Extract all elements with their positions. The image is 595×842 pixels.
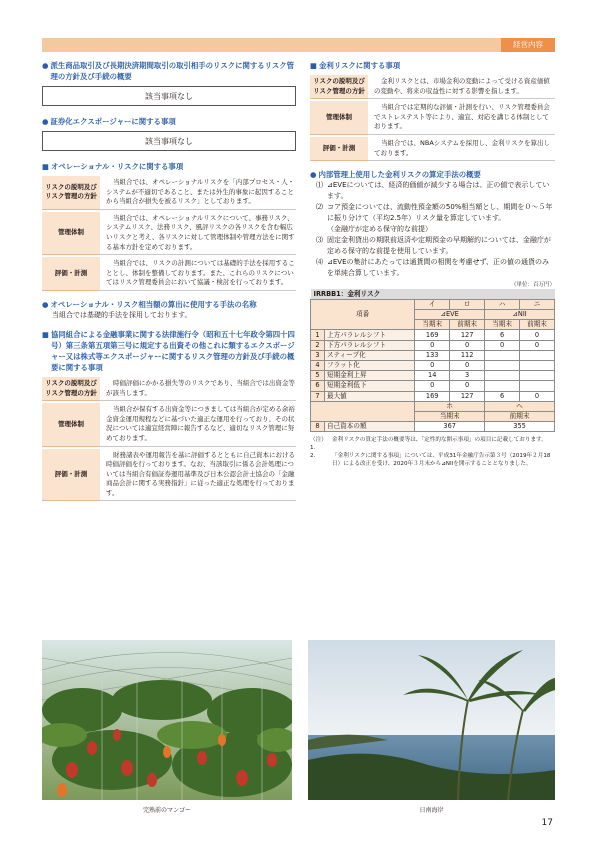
note-item: （注）1. 金利リスクの算定手法の概要等は、「定性的な開示事項」の項目に記載しております。 — [310, 437, 547, 452]
table-title: IRRBB1：金利リスク — [311, 289, 555, 299]
row-no: 1 — [311, 330, 325, 340]
col-header: ニ — [520, 299, 555, 309]
row-label: 管理体制 — [42, 212, 100, 255]
photo-caption: 完熟前のマンゴー — [142, 807, 191, 814]
list-item: ⑵ コア預金については、流動性預金額の50%相当額とし、期間を０～５年に振り分けて（平均2.5年）リスク量を算定しています。 — [316, 203, 553, 223]
value-cell: 0 — [415, 360, 450, 370]
equity-exposure-table — [42, 375, 296, 504]
row-label: 評価・計測 — [42, 257, 100, 291]
value-cell — [520, 381, 555, 391]
photo-caption: 日南海岸 — [419, 807, 444, 814]
value-cell: 112 — [450, 350, 485, 360]
square-bullet-icon: ■ — [42, 162, 49, 171]
value-cell: 0 — [450, 381, 485, 391]
list-item: ⑷ ⊿EVEの集計にあたっては通貨間の相関を考慮せず、正の値の通貨のみを単純合算しています。 — [316, 258, 549, 278]
value-cell: 0 — [415, 381, 450, 391]
table-row — [311, 381, 555, 391]
value-cell: 0 — [520, 340, 555, 350]
list-item: ⑶ 固定金利貸出の期限前返済や定期預金の早期解約については、金融庁が定める保守的な前提を使用しています。 — [316, 236, 551, 256]
row-label: 管理体制 — [42, 403, 100, 446]
row-text: 当組合では、オペレーショナルリスクについて、事務リスク、システムリスク、法務リスク、風評リスクの各リスクを含む幅広いリスクと考え、各リスクに対して管理体制や管理方法をに関する基本方針を定めております。 — [100, 212, 296, 255]
value-cell: 169 — [415, 330, 450, 340]
value-cell — [520, 360, 555, 370]
heading-ir-method: ● 内部管理上使用した金利リスクの算定手法の概要 — [310, 170, 481, 180]
row-no: 7 — [311, 391, 325, 401]
bullet-icon: ● — [42, 117, 49, 126]
table-row — [310, 137, 555, 161]
value-cell: 6 — [485, 330, 520, 340]
table-row — [310, 101, 555, 135]
value-cell — [520, 371, 555, 381]
nichinan-coast-photo — [308, 640, 555, 800]
page-number: 17 — [541, 818, 553, 828]
list-item: ⑴ ⊿EVEについては、経済的価値が減少する場合は、正の値で表示しています。 — [316, 181, 550, 201]
list-item: （金融庁が定める保守的な前提） — [327, 225, 432, 234]
row-no: 5 — [311, 371, 325, 381]
row-label: 最大値 — [325, 391, 415, 401]
table-row — [42, 212, 296, 255]
value-cell: 0 — [520, 330, 555, 340]
heading-operational-risk: ■ オペレーショナル・リスクに関する事項 — [42, 162, 184, 171]
table-row — [310, 75, 555, 99]
row-label: 短期金利上昇 — [325, 371, 415, 381]
value-cell: 0 — [450, 340, 485, 350]
row-label: 下方パラレルシフト — [325, 340, 415, 350]
table-row — [42, 449, 296, 502]
row-text: 当組合では、リスクの計測については基礎的手法を採用することとし、体制を整備しております。また、これらのリスクについてはリスク管理委員会において協議・検討を行っております。 — [100, 257, 296, 291]
group-header: ⊿NII — [485, 310, 555, 320]
table-notes — [310, 436, 555, 468]
table-row — [311, 350, 555, 360]
period-header: 当期末 — [485, 320, 520, 330]
mango-photo — [42, 640, 292, 800]
row-text: 時価評価にかかる損失等のリスクであり、当組合では出資金等が該当します。 — [100, 377, 296, 401]
value-cell: 133 — [415, 350, 450, 360]
value-cell: 3 — [450, 371, 485, 381]
col-header: イ — [415, 299, 450, 309]
row-no: 2 — [311, 340, 325, 350]
period-header: 当期末 — [415, 411, 485, 421]
heading-interest-rate-risk: ■ 金利リスクに関する事項 — [310, 61, 401, 70]
item-header: 項番 — [311, 299, 415, 330]
right-column — [310, 60, 555, 468]
value-cell: 0 — [485, 340, 520, 350]
bullet-icon: ● — [42, 61, 49, 70]
value-cell — [485, 371, 520, 381]
table-row — [311, 360, 555, 370]
row-label: 管理体制 — [310, 101, 368, 135]
operational-risk-table — [42, 174, 296, 293]
row-text: 金利リスクとは、市場金利の変動によって受ける資産価値の変動や、将来の収益性に対する影響を指します。 — [368, 75, 555, 99]
value-cell — [485, 360, 520, 370]
table-row — [311, 391, 555, 401]
col-header: ロ — [450, 299, 485, 309]
irrbb1-table — [310, 289, 555, 432]
square-bullet-icon: ■ — [310, 61, 317, 70]
square-bullet-icon: ■ — [42, 329, 49, 339]
value-cell — [485, 381, 520, 391]
value-cell — [485, 350, 520, 360]
bullet-icon: ● — [310, 170, 317, 180]
table-row — [311, 340, 555, 350]
row-text: 当組合では定期的な評価・計測を行い、リスク管理委員会でストレステスト等により、適宜、対応を講じる体制としております。 — [368, 101, 555, 135]
heading-derivative-risk: ● 派生商品取引及び長期決済期間取引の取引相手のリスクに関するリスク管理の方針及び手続の概要 — [42, 61, 295, 81]
period-header: 前期末 — [450, 320, 485, 330]
row-label: リスクの説明及びリスク管理の方針 — [42, 377, 100, 401]
row-no: 3 — [311, 350, 325, 360]
group-header: ⊿EVE — [415, 310, 485, 320]
row-text: 当組合が保有する出資金等につきましては当組合が定める余裕金資金運用規程などに基づいた適正な運用を行っており、その状況については適宜経営陣に報告するなど、適切なリスク管理に努めております。 — [100, 403, 296, 446]
col-header: ハ — [485, 299, 520, 309]
left-column — [42, 60, 296, 509]
row-label: 短期金利低下 — [325, 381, 415, 391]
note-item: 2. 「金利リスクに関する事項」については、平成31年金融庁告示第３号（2019年２月18日）による改正を受け、2020年３月末から⊿NIIを開示することとなりました。 — [310, 453, 551, 468]
col-header: ヘ — [485, 401, 555, 411]
method-list — [310, 180, 555, 279]
blank-cell — [311, 401, 415, 421]
table-row — [42, 377, 296, 401]
value-cell: 0 — [415, 340, 450, 350]
row-label: 評価・計測 — [310, 137, 368, 161]
table-row — [42, 403, 296, 446]
period-header: 前期末 — [520, 320, 555, 330]
row-no: 6 — [311, 381, 325, 391]
not-applicable-box: 該当事項なし — [42, 86, 296, 106]
value-cell — [520, 350, 555, 360]
heading-equity-exposure: ■ 協同組合による金融事業に関する法律施行令（昭和五十七年政令第四十四号）第三条第五項第三号に規定する出資その他これに類するエクスポージャー又は株式等エクスポージャーに関するリスク管理の方針及び手続の概要に関する事項 — [42, 329, 295, 372]
row-text: 当組合では、オペレーショナルリスクを「内部プロセス・人・システムが不適切であること、または外生的事象に起因することから当組合が損失を被るリスク」としております。 — [100, 176, 296, 210]
row-text: 当組合では、NBAシステムを採用し、金利リスクを算出しております。 — [368, 137, 555, 161]
period-header: 当期末 — [415, 320, 450, 330]
col-header: ホ — [415, 401, 485, 411]
op-method-text: 当組合では基礎的手法を採用しております。 — [52, 310, 192, 319]
row-label: リスクの説明及びリスク管理の方針 — [42, 176, 100, 210]
heading-securitization: ● 証券化エクスポージャーに関する事項 — [42, 117, 176, 126]
row-text: 財務諸表や運用報告を基に評価するとともに自己資本における時価評価を行っております。なお、当該取引に係る会計処理については当組合有価証券運用基準及び日本公認会計士協会の「金融商品会計に関する実務指針」に従った適正な処理を行っております。 — [100, 449, 296, 502]
heading-op-method: ● オペレーショナル・リスク相当額の算出に使用する手法の名称 — [42, 299, 257, 309]
section-label: 経営内容 — [501, 38, 555, 52]
row-label: スティープ化 — [325, 350, 415, 360]
interest-rate-risk-table — [310, 73, 555, 163]
value-cell: 0 — [450, 360, 485, 370]
value-cell: 6 — [485, 391, 520, 401]
value-cell: 127 — [450, 330, 485, 340]
table-row — [42, 257, 296, 291]
row-label: フラット化 — [325, 360, 415, 370]
value-cell: 169 — [415, 391, 450, 401]
period-header: 前期末 — [485, 411, 555, 421]
row-label: 評価・計測 — [42, 449, 100, 502]
table-row — [42, 176, 296, 210]
table-row — [311, 330, 555, 340]
bullet-icon: ● — [42, 299, 49, 309]
section-header-bar — [42, 38, 555, 52]
value-cell: 127 — [450, 391, 485, 401]
unit-label: （単位：百万円） — [510, 282, 555, 289]
row-no: 4 — [311, 360, 325, 370]
table-row: 8 自己資本の額 367 355 — [311, 422, 555, 432]
row-label: リスクの説明及びリスク管理の方針 — [310, 75, 368, 99]
value-cell: 0 — [520, 391, 555, 401]
row-label: 上方パラレルシフト — [325, 330, 415, 340]
value-cell: 14 — [415, 371, 450, 381]
table-row — [311, 371, 555, 381]
not-applicable-box: 該当事項なし — [42, 131, 296, 151]
